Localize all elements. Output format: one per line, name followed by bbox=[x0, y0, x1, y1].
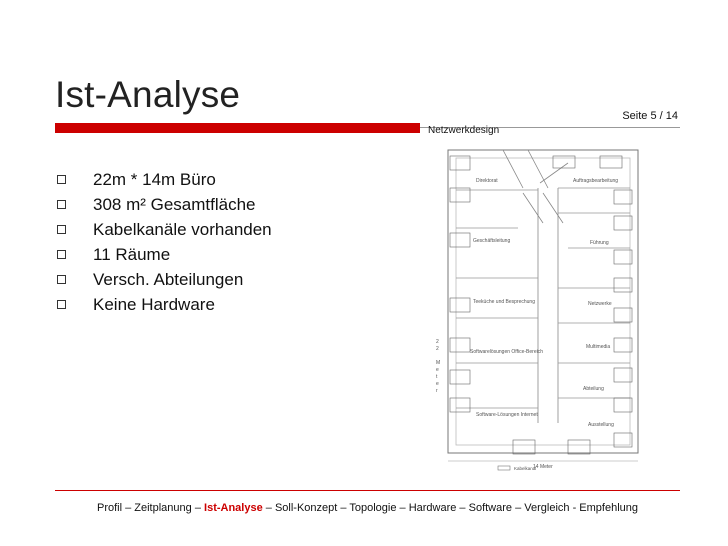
footer-item-vergleich-empfehlung[interactable]: Vergleich - Empfehlung bbox=[524, 502, 638, 514]
room-label: Geschäftsleitung bbox=[473, 238, 511, 244]
floorplan-diagram bbox=[428, 148, 643, 473]
bullet-text: 308 m² Gesamtfläche bbox=[93, 194, 256, 214]
footer-item-profil[interactable]: Profil bbox=[96, 502, 123, 514]
slide-title: Ist-Analyse bbox=[55, 74, 241, 115]
dimension-side-char: r bbox=[436, 388, 438, 394]
footer-separator: – bbox=[512, 502, 525, 514]
bullet-item bbox=[55, 217, 272, 242]
bullet-item bbox=[55, 292, 272, 317]
room-label: Auftragsbearbeitung bbox=[573, 178, 619, 184]
square-bullet-icon bbox=[57, 225, 66, 234]
title-underline-bar bbox=[55, 123, 420, 133]
dimension-side-char: e bbox=[436, 381, 439, 387]
bullet-item bbox=[55, 267, 272, 292]
room-label: Führung bbox=[590, 240, 609, 246]
room-label: Ausstellung bbox=[588, 422, 614, 428]
bullet-item bbox=[55, 192, 272, 217]
bullet-list bbox=[55, 167, 272, 317]
page-number: Seite 5 / 14 bbox=[622, 110, 678, 122]
footer-item-topologie[interactable]: Topologie bbox=[349, 502, 397, 514]
footer-item-zeitplanung[interactable]: Zeitplanung bbox=[134, 502, 192, 514]
room-label: Direktorat bbox=[476, 178, 498, 184]
footer-separator: – bbox=[122, 502, 135, 514]
bullet-text: Kabelkanäle vorhanden bbox=[93, 219, 272, 239]
footer-separator: – bbox=[456, 502, 469, 514]
room-label: Softwarelösungen Office-Bereich bbox=[470, 349, 544, 355]
square-bullet-icon bbox=[57, 250, 66, 259]
square-bullet-icon bbox=[57, 275, 66, 284]
bullet-text: 11 Räume bbox=[93, 244, 171, 264]
footer-item-ist-analyse[interactable]: Ist-Analyse bbox=[204, 502, 263, 514]
footer-separator: – bbox=[396, 502, 409, 514]
dimension-side-char: e bbox=[436, 367, 439, 373]
bullet-item bbox=[55, 167, 272, 192]
dimension-bottom-label: 14 Meter bbox=[533, 464, 553, 470]
square-bullet-icon bbox=[57, 200, 66, 209]
dimension-side-char: 2 bbox=[436, 346, 439, 352]
bullet-text: 22m * 14m Büro bbox=[93, 169, 216, 189]
footer-divider-line bbox=[55, 490, 680, 491]
section-label: Netzwerkdesign bbox=[428, 125, 500, 136]
square-bullet-icon bbox=[57, 300, 66, 309]
footer-separator: – bbox=[191, 502, 205, 514]
bullet-text: Versch. Abteilungen bbox=[93, 269, 244, 289]
dimension-side-char: t bbox=[436, 374, 438, 380]
room-label: Software-Lösungen Internet bbox=[476, 412, 538, 418]
cable-duct-legend-icon bbox=[498, 466, 510, 470]
legend-label: Kabelkanal bbox=[514, 466, 537, 471]
footer-item-soll-konzept[interactable]: Soll-Konzept bbox=[274, 502, 338, 514]
footer-separator: – bbox=[262, 502, 275, 514]
bullet-text: Keine Hardware bbox=[93, 294, 215, 314]
square-bullet-icon bbox=[57, 175, 66, 184]
room-label: Abteilung bbox=[583, 386, 604, 392]
dimension-side-char: M bbox=[436, 360, 441, 366]
footer-separator: – bbox=[337, 502, 350, 514]
bullet-item bbox=[55, 242, 272, 267]
room-label: Netzwerke bbox=[588, 301, 612, 307]
room-label: Multimedia bbox=[586, 344, 611, 350]
footer-item-software[interactable]: Software bbox=[468, 502, 513, 514]
room-label: Teeküche und Besprechung bbox=[473, 299, 535, 305]
footer-navigation bbox=[55, 502, 680, 514]
dimension-side-char: 2 bbox=[436, 339, 439, 345]
footer-item-hardware[interactable]: Hardware bbox=[408, 502, 457, 514]
